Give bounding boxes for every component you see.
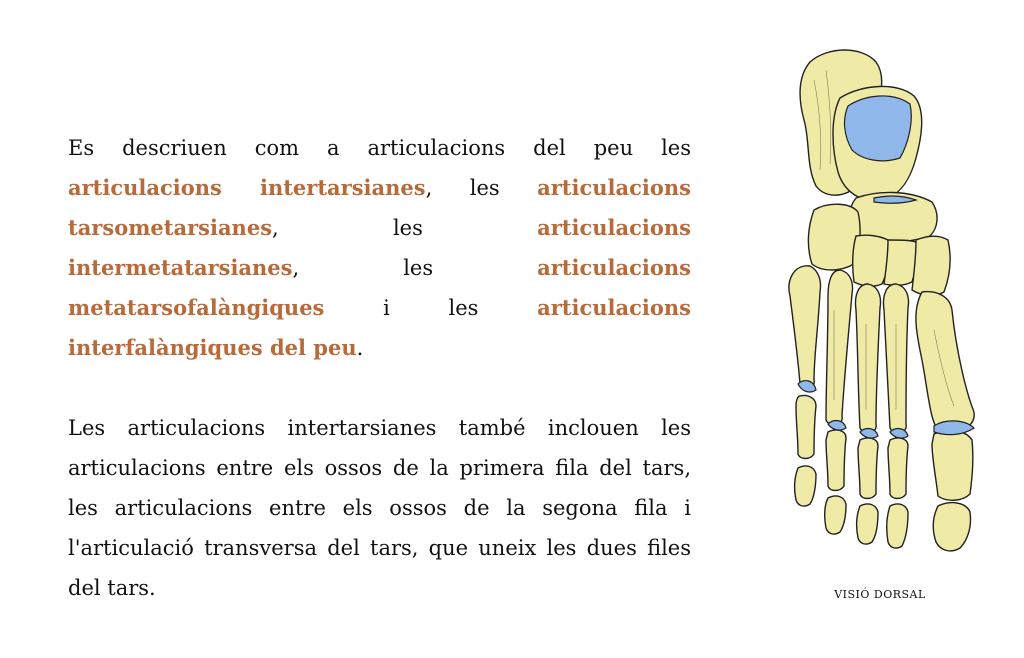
mtp-4-joint: [828, 421, 846, 431]
text-segment: Es descriuen com a articulacions del peu les: [68, 136, 691, 160]
toe-1-proximal-phalanx: [932, 431, 973, 501]
link-tarsometatarsal[interactable]: articulacions tarsometarsianes: [68, 175, 691, 240]
metatarsal-4-bone: [826, 270, 853, 425]
foot-bones-svg: [770, 40, 990, 570]
text-column: [68, 128, 691, 648]
link-intermetatarsal[interactable]: articulacions intermetatarsianes: [68, 215, 691, 280]
toe-4-distal-phalanx: [825, 496, 846, 534]
toe-2-proximal-phalanx: [888, 438, 908, 499]
text-segment: , les: [292, 256, 538, 280]
medial-cuneiform-bone: [912, 236, 950, 295]
toe-3-distal-phalanx: [857, 504, 878, 544]
metatarsal-1-bone: [916, 292, 974, 432]
metatarsal-5-bone: [789, 266, 821, 389]
toe-4-proximal-phalanx: [826, 430, 846, 491]
link-intertarsal[interactable]: articulacions intertarsianes: [68, 175, 426, 200]
paragraph-1: [68, 128, 691, 368]
text-segment: i les: [324, 296, 538, 320]
metatarsal-3-bone: [856, 284, 881, 433]
link-metatarsophalangeal[interactable]: articulacions metatarsofalàngiques: [68, 255, 691, 320]
foot-skeleton-illustration: [770, 40, 990, 570]
paragraph-2: Les articulacions intertarsianes també inclouen les articulacions entre els ossos de la primera fila del tars, les articulacions entre els ossos de la segona fila i l'articulació transversa del tars, que uneix les dues files del tars.: [68, 416, 691, 600]
toe-2-distal-phalanx: [887, 504, 908, 548]
link-interphalangeal[interactable]: articulacions interfalàngiques del peu: [68, 295, 691, 360]
lateral-cuneiform-bone: [853, 235, 889, 286]
intermediate-cuneiform-bone: [884, 240, 917, 285]
figure-caption: VISIÓ DORSAL: [834, 588, 926, 601]
talus-articular-surface: [845, 96, 912, 161]
text-segment: , les: [425, 176, 538, 200]
text-segment: , les: [272, 216, 538, 240]
text-segment: .: [356, 336, 364, 360]
toe-5-proximal-phalanx: [796, 395, 816, 458]
toe-1-distal-phalanx: [933, 503, 970, 551]
toe-3-proximal-phalanx: [858, 438, 878, 499]
toe-5-distal-phalanx: [795, 466, 816, 506]
